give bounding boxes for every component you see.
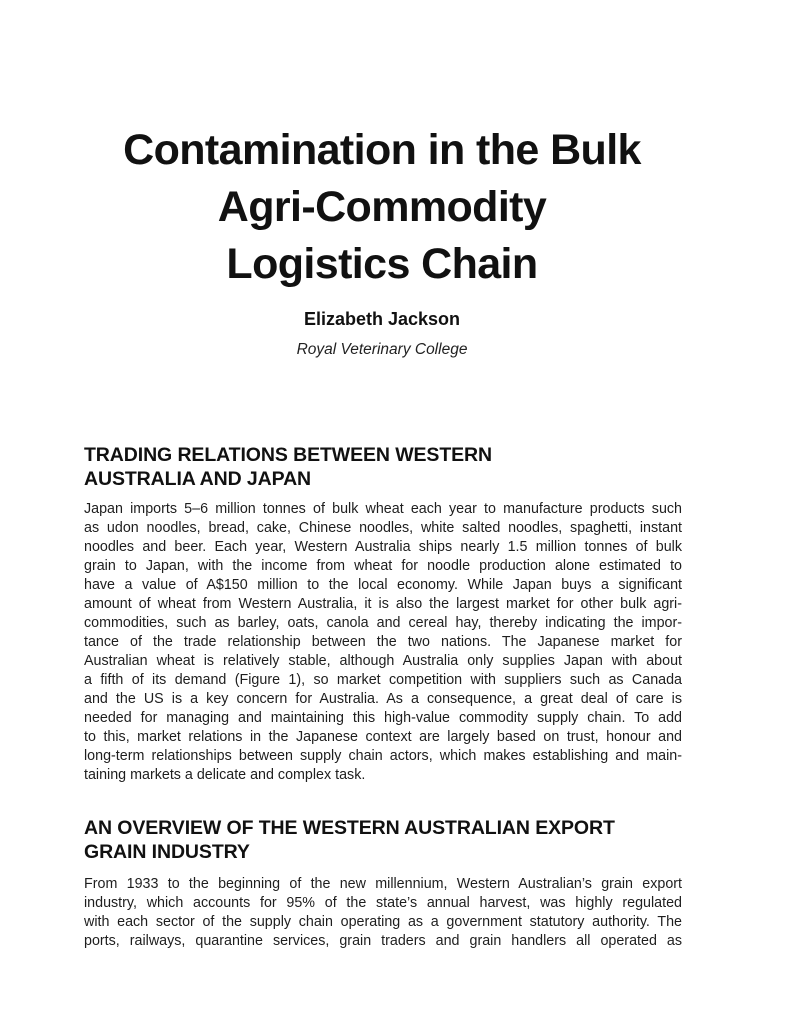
author-name: Elizabeth Jackson <box>303 309 461 329</box>
paragraph-line: and the US is a key concern for Australia. As a consequence, a great deal of care is <box>84 691 682 707</box>
page-title <box>60 122 704 293</box>
section-paragraph-grain-industry <box>84 875 682 951</box>
title-line: Logistics Chain <box>226 240 538 288</box>
paragraph-line: long-term relationships between supply chain actors, which makes establishing and main- <box>84 748 682 764</box>
section-paragraph-trading-relations <box>84 500 682 785</box>
title-line: Agri-Commodity <box>217 183 547 231</box>
paragraph-line: noodles and beer. Each year, Western Australia ships nearly 1.5 million tonnes of bulk <box>84 539 682 555</box>
author-affiliation: Royal Veterinary College <box>296 341 468 358</box>
paragraph-line: From 1933 to the beginning of the new millennium, Western Australian’s grain export <box>84 876 682 892</box>
paragraph-line: a fifth of its demand (Figure 1), so market competition with suppliers such as Canada <box>84 672 682 688</box>
paragraph-line: industry, which accounts for 95% of the state’s annual harvest, was highly regulated <box>84 895 682 911</box>
paragraph-line: tance of the trade relationship between the two nations. The Japanese market for <box>84 634 682 650</box>
heading-line: GRAIN INDUSTRY <box>84 841 250 863</box>
section-heading-grain-industry <box>84 816 684 864</box>
heading-line: AN OVERVIEW OF THE WESTERN AUSTRALIAN EXPORT <box>84 817 615 839</box>
paragraph-line: commodities, such as barley, oats, canola and cereal hay, thereby indicating the impor- <box>84 615 682 631</box>
paragraph-line: Australian wheat is relatively stable, although Australia only supplies Japan with about <box>84 653 682 669</box>
paragraph-line: needed for managing and maintaining this high-value commodity supply chain. To add <box>84 710 682 726</box>
paragraph-line: to this, market relations in the Japanese context are largely based on trust, honour and <box>84 729 682 745</box>
paragraph-line: grain to Japan, with the income from wheat for noodle production alone estimated to <box>84 558 682 574</box>
paragraph-line: ports, railways, quarantine services, grain traders and grain handlers all operated as <box>84 933 682 949</box>
paragraph-line: Japan imports 5–6 million tonnes of bulk wheat each year to manufacture products such <box>84 501 682 517</box>
paragraph-line: with each sector of the supply chain operating as a government statutory authority. The <box>84 914 682 930</box>
paragraph-line: as udon noodles, bread, cake, Chinese noodles, white salted noodles, spaghetti, instant <box>84 520 682 536</box>
heading-line: AUSTRALIA AND JAPAN <box>84 468 312 490</box>
title-line: Contamination in the Bulk <box>123 126 641 174</box>
paragraph-line: have a value of A$150 million to the local economy. While Japan buys a significant <box>84 577 682 593</box>
paragraph-line: amount of wheat from Western Australia, it is also the largest market for other bulk agri- <box>84 596 682 612</box>
heading-line: TRADING RELATIONS BETWEEN WESTERN <box>84 444 492 466</box>
paragraph-line: taining markets a delicate and complex task. <box>84 767 366 783</box>
section-heading-trading-relations <box>84 443 684 491</box>
